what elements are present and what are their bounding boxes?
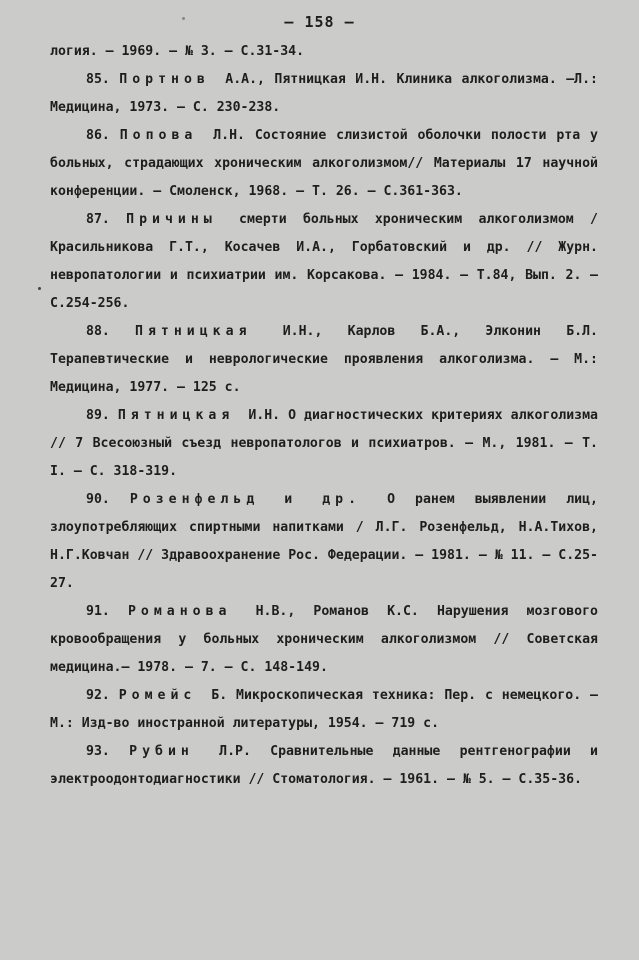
entry-author: Розенфельд и др. bbox=[129, 492, 362, 507]
entry-text: И.Н., Карлов Б.А., Элконин Б.Л. Терапевтические и неврологические проявления алкоголизма. – М.: Медицина, 1977. – 125 с. bbox=[50, 324, 598, 395]
entry-author: Рубин bbox=[129, 744, 194, 759]
entry-text: Б. Микроскопическая техника: Пер. с немецкого. – М.: Изд-во иностранной литературы, 1954. – 719 с. bbox=[50, 688, 598, 731]
entry-number: 86. bbox=[86, 128, 110, 143]
reference-entry-86 bbox=[50, 122, 598, 206]
entry-text: смерти больных хроническим алкоголизмом /Красильникова Г.Т., Косачев И.А., Горбатовский и др. // Журн. невропатологии и психиатрии им. Корсакова. – 1984. – Т.84, Вып. 2. – С.254-256. bbox=[50, 212, 598, 311]
entry-number: 85. bbox=[86, 72, 110, 87]
reference-entry-91 bbox=[50, 598, 598, 682]
entry-text: Н.В., Романов К.С. Нарушения мозгового кровообращения у больных хроническим алкоголизмом // Советская медицина.– 1978. – 7. – С. 148-149. bbox=[50, 604, 598, 675]
entry-author: Романова bbox=[127, 604, 232, 619]
reference-entry-85 bbox=[50, 66, 598, 122]
reference-entry-92 bbox=[50, 682, 598, 738]
entry-number: 90. bbox=[86, 492, 110, 507]
reference-entry-88 bbox=[50, 318, 598, 402]
entry-author: Пятницкая bbox=[117, 408, 235, 423]
entry-author: Пятницкая bbox=[135, 324, 252, 339]
entry-author: Портнов bbox=[119, 72, 210, 87]
reference-entry-93 bbox=[50, 738, 598, 794]
page-number: – 158 – bbox=[284, 13, 355, 31]
entry-author: Причины bbox=[126, 212, 217, 227]
entry-number: 91. bbox=[86, 604, 110, 619]
reference-continuation: логия. – 1969. – № 3. – С.31-34. bbox=[50, 44, 305, 59]
entry-number: 89. bbox=[86, 408, 110, 423]
reference-entry-89 bbox=[50, 402, 598, 486]
entry-author: Попова bbox=[119, 128, 198, 143]
entry-number: 87. bbox=[86, 212, 110, 227]
entry-number: 92. bbox=[86, 688, 110, 703]
entry-text: А.А., Пятницкая И.Н. Клиника алкоголизма. –Л.: Медицина, 1973. – С. 230-238. bbox=[50, 72, 598, 115]
reference-entry-87 bbox=[50, 206, 598, 318]
reference-entry-90 bbox=[50, 486, 598, 598]
scan-dot bbox=[38, 287, 41, 290]
entry-number: 88. bbox=[86, 324, 110, 339]
entry-number: 93. bbox=[86, 744, 110, 759]
entry-author: Ромейс bbox=[118, 688, 197, 703]
entry-text: И.Н. О диагностических критериях алкоголизма // 7 Всесоюзный съезд невропатологов и психиатров. – М., 1981. – Т. I. – С. 318-319. bbox=[50, 408, 598, 479]
entry-text: О ранем выявлении лиц, злоупотребляющих спиртными напитками / Л.Г. Розенфельд, Н.А.Тихов, Н.Г.Ковчан // Здравоохранение Рос. Федерации. – 1981. – № 11. – С.25-27. bbox=[50, 492, 598, 591]
entry-text: Л.Н. Состояние слизистой оболочки полости рта у больных, страдающих хроническим алкоголизмом// Материалы 17 научной конференции. – Смоленск, 1968. – Т. 26. – С.361-363. bbox=[50, 128, 598, 199]
entry-text: Л.Р. Сравнительные данные рентгенографии и электроодонтодиагностики // Стоматология. – 1961. – № 5. – С.35-36. bbox=[50, 744, 598, 787]
